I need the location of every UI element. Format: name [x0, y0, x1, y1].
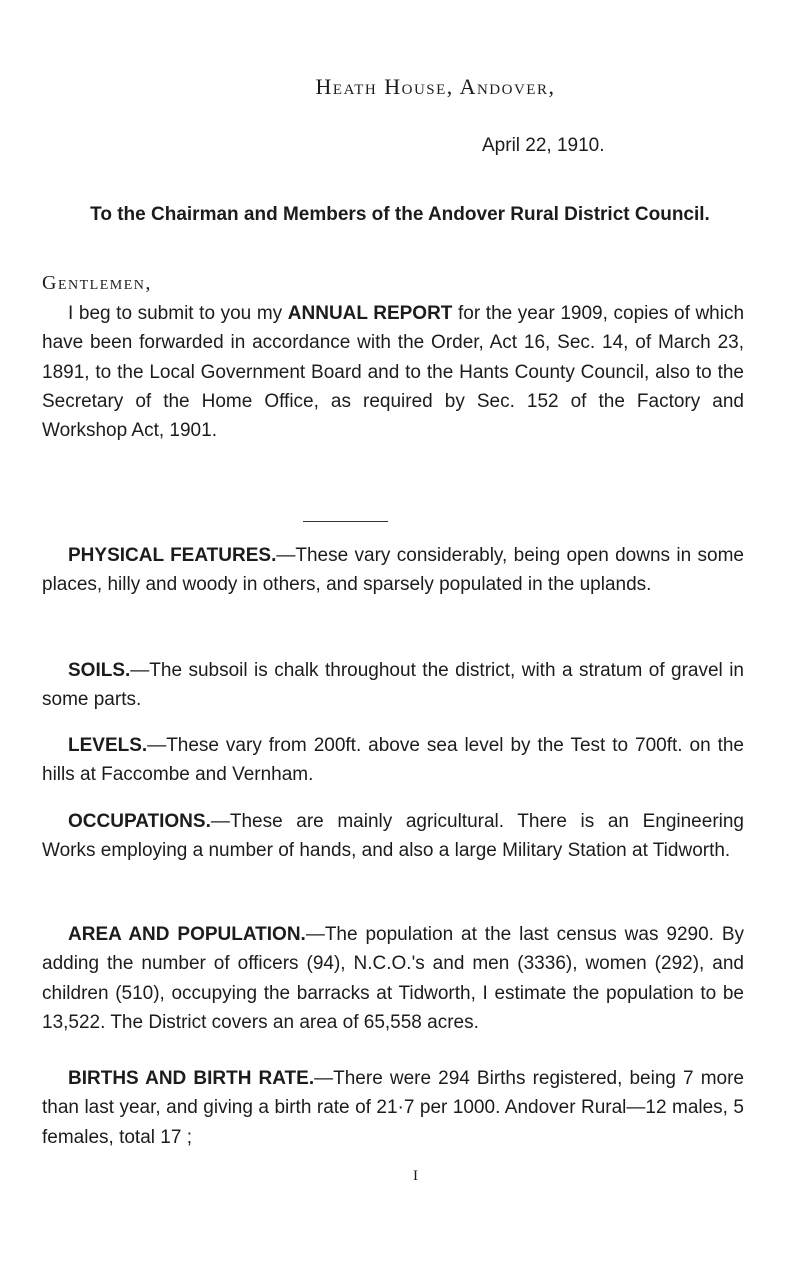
intro-paragraph	[42, 299, 744, 445]
addressee: To the Chairman and Members of the Andover Rural District Council.	[90, 204, 710, 225]
sender-address: Heath House, Andover,	[315, 74, 556, 99]
section-heading: SOILS.	[68, 660, 131, 681]
salutation: Gentlemen,	[42, 272, 152, 294]
section-levels	[42, 731, 744, 790]
section-occupations	[42, 807, 744, 866]
section-heading: AREA AND POPULATION.	[68, 924, 306, 945]
section-physical-features	[42, 541, 744, 600]
page-number: I	[413, 1168, 418, 1184]
section-divider	[303, 521, 388, 522]
section-heading: OCCUPATIONS.	[68, 811, 211, 832]
section-heading: BIRTHS AND BIRTH RATE.	[68, 1068, 315, 1089]
section-text: —There were 294 Births registered, being 7 more than last year, and giving a birth rate of 21·7 per 1000. Andover Rural—12 males, 5 females, total 17 ;	[42, 1068, 745, 1148]
section-text: —These are mainly agricultural. There is an Engineering Works employing a number of hands, and also a large Military Station at Tidworth.	[42, 811, 744, 862]
letter-date: April 22, 1910.	[482, 135, 605, 156]
section-text: —The subsoil is chalk throughout the district, with a stratum of gravel in some parts.	[42, 660, 744, 711]
intro-text-after: for the year 1909, copies of which have been forwarded in accordance with the Order, Act 16, Sec. 14, of March 23, 1891, to the Local Government Board and to the Hants County Council, also to the Secretary of the Home Office, as required by Sec. 152 of the Factory and Workshop Act, 1901.	[42, 303, 745, 442]
intro-text-before: I beg to submit to you my	[68, 303, 283, 324]
annual-report-emphasis: ANNUAL REPORT	[287, 303, 453, 324]
section-soils	[42, 656, 744, 715]
section-text: —These vary considerably, being open downs in some places, hilly and woody in others, and sparsely populated in the uplands.	[42, 545, 744, 596]
section-area-population	[42, 920, 744, 1037]
section-text: —The population at the last census was 9290. By adding the number of officers (94), N.C.O.'s and men (3336), women (292), and children (510), occupying the barracks at Tidworth, I estimate the population to be 13,522. The District covers an area of 65,558 acres.	[42, 924, 744, 1033]
section-births	[42, 1064, 744, 1152]
section-text: —These vary from 200ft. above sea level by the Test to 700ft. on the hills at Faccombe and Vernham.	[42, 735, 744, 786]
section-heading: LEVELS.	[68, 735, 148, 756]
section-heading: PHYSICAL FEATURES.	[68, 545, 277, 566]
